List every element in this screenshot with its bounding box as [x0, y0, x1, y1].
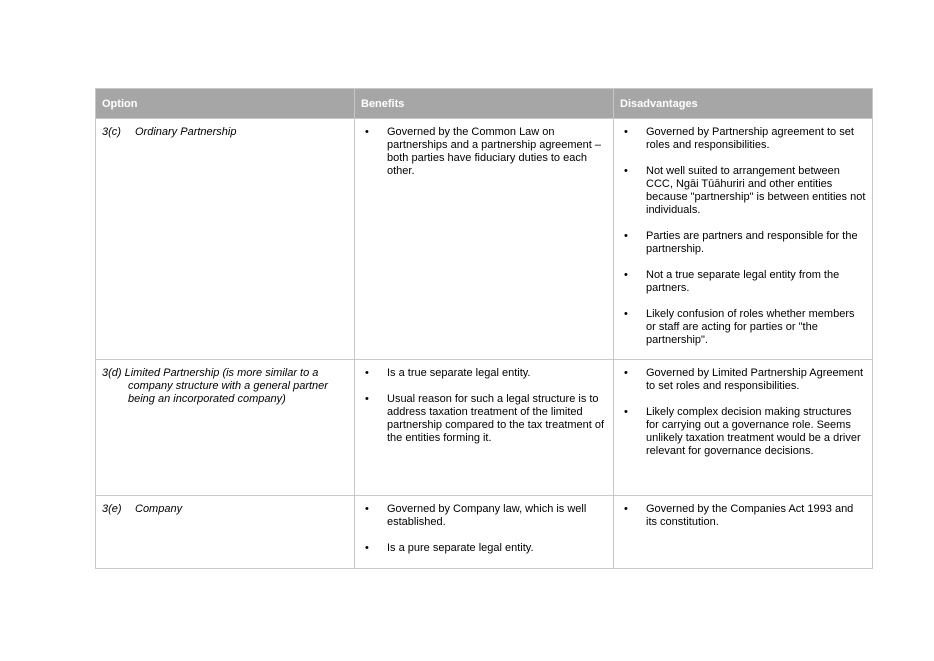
bullet-icon: •	[624, 308, 628, 320]
list-item-text: Parties are partners and responsible for the partnership.	[646, 230, 858, 255]
bullet-icon: •	[365, 126, 369, 138]
benefits-cell	[355, 119, 614, 360]
disadvantages-cell	[614, 496, 873, 569]
option-cell	[96, 360, 355, 496]
bullet-icon: •	[365, 542, 369, 554]
header-option: Option	[96, 89, 355, 119]
list-item-text: Governed by the Companies Act 1993 and its constitution.	[646, 503, 854, 528]
benefits-cell	[355, 360, 614, 496]
bullet-icon: •	[624, 126, 628, 138]
list-item-text: Governed by Partnership agreement to set roles and responsibilities.	[646, 126, 854, 151]
option-heading	[102, 126, 348, 139]
option-heading	[102, 503, 348, 516]
bullet-icon: •	[624, 503, 628, 515]
disadvantages-list	[620, 126, 866, 347]
option-number: 3(e)	[102, 503, 122, 515]
option-cell	[96, 119, 355, 360]
list-item-text: Likely confusion of roles whether members or staff are acting for parties or "the partnership".	[646, 308, 855, 346]
bullet-icon: •	[365, 393, 369, 405]
list-item-text: Not a true separate legal entity from the partners.	[646, 269, 840, 294]
table-header	[96, 89, 873, 119]
list-item-text: Likely complex decision making structures for carrying out a governance role. Seems unlikely taxation treatment would be a driver relevant for governance decisions.	[646, 406, 861, 457]
list-item	[620, 308, 866, 347]
list-item	[620, 165, 866, 217]
list-item	[361, 503, 607, 529]
bullet-icon: •	[624, 269, 628, 281]
options-comparison-table	[95, 88, 873, 569]
disadvantages-cell	[614, 360, 873, 496]
list-item-text: Governed by Company law, which is well established.	[387, 503, 587, 528]
list-item	[620, 269, 866, 295]
header-disadvantages: Disadvantages	[614, 89, 873, 119]
table-row-limited-partnership	[96, 360, 873, 496]
list-item	[620, 230, 866, 256]
disadvantages-cell	[614, 119, 873, 360]
benefits-list	[361, 503, 607, 555]
list-item	[361, 367, 607, 380]
header-row	[96, 89, 873, 119]
bullet-icon: •	[624, 406, 628, 418]
option-cell	[96, 496, 355, 569]
list-item	[620, 503, 866, 529]
list-item-text: Usual reason for such a legal structure is to address taxation treatment of the limited partnership compared to the tax treatment of the entities forming it.	[387, 393, 605, 444]
disadvantages-list	[620, 367, 866, 458]
list-item	[620, 126, 866, 152]
list-item	[620, 367, 866, 393]
list-item-text: Is a pure separate legal entity.	[387, 542, 534, 554]
bullet-icon: •	[365, 503, 369, 515]
option-heading: 3(d) Limited Partnership (is more similar to a company structure with a general partner being an incorporated company)	[102, 367, 328, 405]
bullet-icon: •	[624, 165, 628, 177]
list-item	[361, 393, 607, 445]
bullet-icon: •	[624, 230, 628, 242]
disadvantages-list	[620, 503, 866, 529]
benefits-list	[361, 126, 607, 178]
list-item	[620, 406, 866, 458]
option-number: 3(c)	[102, 126, 121, 138]
bullet-icon: •	[624, 367, 628, 379]
list-item-text: Is a true separate legal entity.	[387, 367, 531, 379]
benefits-list	[361, 367, 607, 445]
list-item-text: Governed by the Common Law on partnerships and a partnership agreement – both parties have fiduciary duties to each other.	[387, 126, 602, 177]
list-item	[361, 542, 607, 555]
header-benefits: Benefits	[355, 89, 614, 119]
list-item-text: Not well suited to arrangement between CCC, Ngāi Tūāhuriri and other entities because "partnership" is between entities not individuals.	[646, 165, 866, 216]
option-label: Company	[135, 503, 183, 515]
list-item-text: Governed by Limited Partnership Agreement to set roles and responsibilities.	[646, 367, 864, 392]
benefits-cell	[355, 496, 614, 569]
option-label: Ordinary Partnership	[135, 126, 237, 138]
table-row-ordinary-partnership	[96, 119, 873, 360]
bullet-icon: •	[365, 367, 369, 379]
table-row-company	[96, 496, 873, 569]
list-item	[361, 126, 607, 178]
